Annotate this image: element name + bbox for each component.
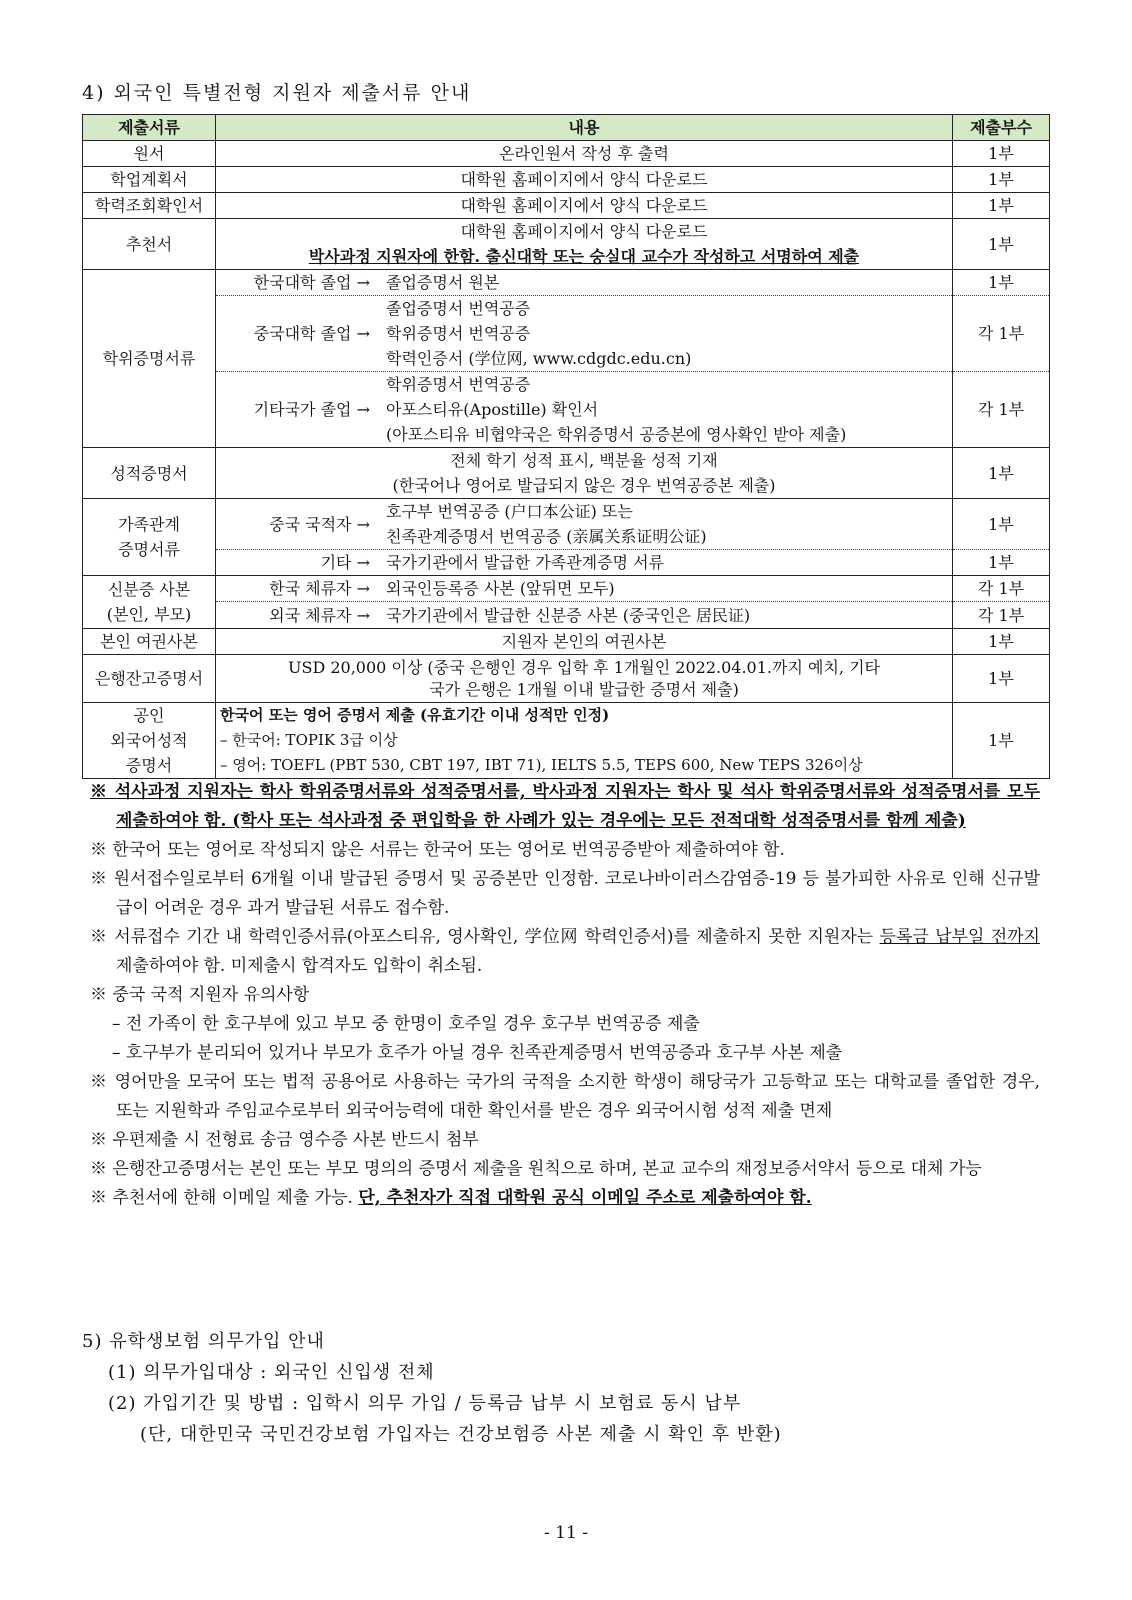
content-cell [216, 372, 953, 448]
count-cell: 1부 [953, 167, 1050, 193]
content-cell [216, 550, 953, 576]
table-row [83, 270, 1050, 296]
note-subitem: – 전 가족이 한 호구부에 있고 부모 중 한명이 호주일 경우 호구부 번역공증 제출 [112, 1014, 700, 1034]
count-cell: 각 1부 [953, 576, 1050, 602]
doc-cell: 성적증명서 [83, 448, 216, 499]
content-line: 아포스티유(Apostille) 확인서 [386, 400, 599, 419]
note-subitem: – 호구부가 분리되어 있거나 부모가 호주가 아닐 경우 친족관계증명서 번역공증과 호구부 사본 제출 [112, 1043, 843, 1063]
content-line: (아포스티유 비협약국은 학위증명서 공증본에 영사확인 받아 제출) [386, 425, 847, 444]
table-row [83, 167, 1050, 193]
table-header-row [83, 115, 1050, 141]
sub-label: 중국 국적자 → [269, 514, 370, 534]
content-line: 전체 학기 성적 표시, 백분율 성적 기재 [450, 451, 718, 470]
content-line-emphasis: 박사과정 지원자에 한함. 출신대학 또는 숭실대 교수가 작성하고 서명하여 제출 [308, 247, 860, 266]
doc-cell: 학위증명서류 [83, 270, 216, 448]
count-cell: 1부 [953, 270, 1050, 296]
count-cell: 각 1부 [953, 296, 1050, 372]
content-cell: 온라인원서 작성 후 출력 [216, 141, 953, 167]
content-cell: 대학원 홈페이지에서 양식 다운로드 [216, 193, 953, 219]
content-line: 국가기관에서 발급한 가족관계증명 서류 [386, 553, 665, 572]
content-line-emphasis: 한국어 또는 영어 증명서 제출 (유효기간 이내 성적만 인정) [220, 706, 610, 724]
content-line: 학위증명서 번역공증 [386, 324, 531, 343]
sub-label: 한국 체류자 → [269, 579, 370, 598]
content-line: 국가 은행은 1개월 이내 발급한 증명서 제출) [429, 679, 739, 699]
content-line: USD 20,000 이상 (중국 은행인 경우 입학 후 1개월인 2022.04.01.까지 예치, 기타 [288, 657, 880, 677]
doc-cell [83, 703, 216, 779]
table-row [83, 703, 1050, 779]
note-item [90, 1184, 1040, 1213]
note-item: ※ 영어만을 모국어 또는 법적 공용어로 사용하는 국가의 국적을 소지한 학생이 해당국가 고등학교 또는 대학교를 졸업한 경우, 또는 지원학과 주임교수로부터 외국어능력에 대한 확인서를 받은 경우 외국어시험 성적 제출 면제 [90, 1072, 1040, 1121]
documents-table [82, 114, 1050, 779]
content-line: 학위증명서 번역공증 [386, 375, 531, 394]
header-count: 제출부수 [953, 115, 1050, 141]
count-cell: 1부 [953, 655, 1050, 703]
doc-line: 신분증 사본 [107, 580, 191, 599]
doc-line: 가족관계 [118, 515, 180, 534]
note-text: 제출하여야 함. 미제출시 합격자도 입학이 취소됨. [116, 956, 483, 976]
sub-label: 기타국가 졸업 → [253, 400, 370, 419]
content-cell [216, 576, 953, 602]
sub-label: 한국대학 졸업 → [253, 273, 370, 292]
doc-cell: 학업계획서 [83, 167, 216, 193]
note-text: ※ 추천서에 한해 이메일 제출 가능. [90, 1188, 359, 1208]
note-item: ※ 원서접수일로부터 6개월 이내 발급된 증명서 및 공증본만 인정함. 코로나바이러스감염증-19 등 불가피한 사유로 인해 신규발급이 어려운 경우 과거 발급된 서류도 접수함. [90, 869, 1040, 918]
content-line: 졸업증명서 원본 [386, 273, 500, 292]
doc-cell [83, 576, 216, 629]
doc-line: (본인, 부모) [106, 605, 192, 624]
doc-cell: 추천서 [83, 219, 216, 270]
notes-list [90, 778, 1040, 1213]
content-cell [216, 703, 953, 779]
header-doc: 제출서류 [83, 115, 216, 141]
content-line: 국가기관에서 발급한 신분증 사본 (중국인은 居民证) [386, 605, 751, 625]
count-cell: 1부 [953, 550, 1050, 576]
count-cell: 각 1부 [953, 372, 1050, 448]
doc-cell: 본인 여권사본 [83, 629, 216, 655]
note-text-underlined: 등록금 납부일 전까지 [879, 927, 1040, 947]
note-text-emphasis: 단, 추천자가 직접 대학원 공식 이메일 주소로 제출하여야 함. [358, 1188, 812, 1208]
doc-line: 증명서 [125, 756, 173, 775]
content-cell [216, 448, 953, 499]
content-cell: 대학원 홈페이지에서 양식 다운로드 [216, 167, 953, 193]
sub-label: 외국 체류자 → [269, 605, 370, 625]
content-cell [216, 602, 953, 629]
count-cell: 1부 [953, 219, 1050, 270]
doc-cell: 학력조회확인서 [83, 193, 216, 219]
sub-label: 기타 → [320, 553, 370, 572]
table-row [83, 141, 1050, 167]
doc-line: 외국어성적 [110, 731, 188, 750]
section-4-title: 4) 외국인 특별전형 지원자 제출서류 안내 [82, 82, 472, 104]
sub-label: 중국대학 졸업 → [253, 324, 370, 343]
page-number: - 11 - [544, 1523, 588, 1543]
content-line: 대학원 홈페이지에서 양식 다운로드 [460, 222, 708, 241]
count-cell: 각 1부 [953, 602, 1050, 629]
header-content: 내용 [216, 115, 953, 141]
content-line: 호구부 번역공증 (户口本公证) 또는 [386, 502, 633, 521]
table-row [83, 576, 1050, 602]
doc-cell [83, 499, 216, 576]
doc-cell: 은행잔고증명서 [83, 655, 216, 703]
content-line: – 영어: TOEFL (PBT 530, CBT 197, IBT 71), IELTS 5.5, TEPS 600, New TEPS 326이상 [220, 756, 863, 774]
content-line: (한국어나 영어로 발급되지 않은 경우 번역공증본 제출) [392, 476, 776, 495]
table-row [83, 629, 1050, 655]
section-5-item-2: (2) 가입기간 및 방법 : 입학시 의무 가입 / 등록금 납부 시 보험료 동시 납부 [108, 1393, 742, 1414]
content-line: 친족관계증명서 번역공증 (亲属关系证明公证) [386, 527, 707, 546]
table-row [83, 296, 1050, 372]
count-cell: 1부 [953, 499, 1050, 550]
note-item: ※ 한국어 또는 영어로 작성되지 않은 서류는 한국어 또는 영어로 번역공증받아 제출하여야 함. [90, 840, 785, 860]
count-cell: 1부 [953, 193, 1050, 219]
note-text: ※ 서류접수 기간 내 학력인증서류(아포스티유, 영사확인, 学位网 학력인증서)를 제출하지 못한 지원자는 [90, 927, 880, 947]
table-row [83, 602, 1050, 629]
content-cell [216, 219, 953, 270]
note-item: ※ 우편제출 시 전형료 송금 영수증 사본 반드시 첨부 [90, 1130, 479, 1150]
count-cell: 1부 [953, 141, 1050, 167]
content-line: – 한국어: TOPIK 3급 이상 [220, 731, 398, 749]
section-5-title: 5) 유학생보험 의무가입 안내 [82, 1331, 325, 1352]
content-line: 졸업증명서 번역공증 [386, 299, 531, 318]
section-5-item-2-note: (단, 대한민국 국민건강보험 가입자는 건강보험증 사본 제출 시 확인 후 반환) [140, 1424, 782, 1445]
count-cell: 1부 [953, 448, 1050, 499]
content-cell [216, 270, 953, 296]
table-row [83, 372, 1050, 448]
note-item: ※ 은행잔고증명서는 본인 또는 부모 명의의 증명서 제출을 원칙으로 하며, 본교 교수의 재정보증서약서 등으로 대체 가능 [90, 1159, 982, 1179]
content-line: 학력인증서 (学位网, www.cdgdc.edu.cn) [386, 349, 692, 368]
doc-cell: 원서 [83, 141, 216, 167]
note-item: ※ 중국 국적 지원자 유의사항 [90, 985, 310, 1005]
table-row [83, 499, 1050, 550]
doc-line: 증명서류 [118, 540, 180, 559]
content-cell [216, 655, 953, 703]
content-cell: 지원자 본인의 여권사본 [216, 629, 953, 655]
table-row [83, 193, 1050, 219]
table-row [83, 550, 1050, 576]
section-5-item-1: (1) 의무가입대상 : 외국인 신입생 전체 [108, 1362, 435, 1383]
content-cell [216, 296, 953, 372]
table-row [83, 219, 1050, 270]
table-row [83, 655, 1050, 703]
content-cell [216, 499, 953, 550]
table-row [83, 448, 1050, 499]
content-line: 외국인등록증 사본 (앞뒤면 모두) [386, 579, 615, 598]
count-cell: 1부 [953, 703, 1050, 779]
note-item: ※ 석사과정 지원자는 학사 학위증명서류와 성적증명서를, 박사과정 지원자는 학사 및 석사 학위증명서류와 성적증명서를 모두 제출하여야 함. (학사 또는 석사과정 중 편입학을 한 사례가 있는 경우에는 모든 전적대학 성적증명서를 함께 제출) [90, 782, 1040, 831]
note-item [90, 923, 1040, 981]
doc-line: 공인 [133, 706, 165, 725]
count-cell: 1부 [953, 629, 1050, 655]
